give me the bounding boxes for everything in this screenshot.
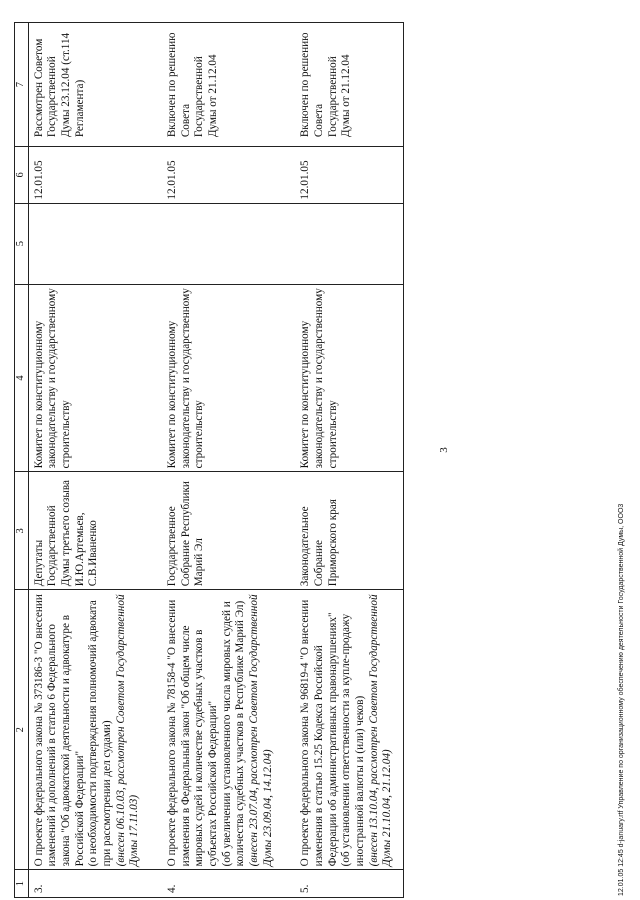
header-cell-2: 2 xyxy=(15,590,29,870)
bill-note: (внесен 13.10.04, рассмотрен Советом Государственной Думы 21.10.04, 21.12.04) xyxy=(367,594,394,867)
bill-author: Законодательное Собрание Приморского края xyxy=(297,472,397,590)
table-row xyxy=(28,23,144,898)
responsible-committee: Комитет по конституционному законодательству и государственному строительству xyxy=(164,284,277,472)
header-cell-1: 1 xyxy=(15,870,29,898)
bill-author: Депутаты Государственной Думы третьего созыва И.Ю.Артемьев, С.В.Иваненко xyxy=(28,472,144,590)
bill-note: (внесен 23.07.04, рассмотрен Советом Государственной Думы 23.09.04, 14.12.04) xyxy=(247,594,274,867)
bill-description: (об увеличении установленного числа мировых судей и количества судебных участков в Республике Марий Эл) xyxy=(220,600,247,867)
row-number: 5. xyxy=(299,884,312,893)
review-date: 12.01.05 xyxy=(28,147,144,203)
agenda-table xyxy=(14,22,404,898)
bill-description: (об установлении ответственности за купле-продажу иностранной валюты и (или) чеков) xyxy=(340,613,366,867)
header-cell-6: 6 xyxy=(15,147,29,203)
review-date: 12.01.05 xyxy=(164,147,277,203)
council-decision: Включен по решению Совета Государственной Думы от 21.12.04 xyxy=(299,32,353,138)
bill-title: О проекте федерального закона № 78158-4 "О внесении изменения в Федеральный закон "Об общем числе мировых судей и количестве судебных участков в субъектах Российской Федерации" xyxy=(166,599,220,867)
row-number: 4. xyxy=(166,884,179,893)
bill-description: (о необходимости подтверждения полномочий адвоката при рассмотрении дел судами) xyxy=(87,600,114,867)
header-cell-3: 3 xyxy=(15,472,29,590)
table-row xyxy=(164,23,277,898)
table-row xyxy=(297,23,397,898)
header-cell-7: 7 xyxy=(15,23,29,147)
bill-title: О проекте федерального закона № 96819-4 "О внесении изменения в статью 15.25 Кодекса Российской Федерации об административных правонарушениях" xyxy=(299,599,339,867)
review-date: 12.01.05 xyxy=(297,147,397,203)
council-decision: Включен по решению Совета Государственной Думы от 21.12.04 xyxy=(166,32,220,138)
table-header-row xyxy=(15,23,29,898)
column-5-cell xyxy=(164,203,277,284)
header-cell-4: 4 xyxy=(15,284,29,472)
document-footer: 12.01.05 12:45 d-january.rtf Управление по организационному обеспечению деятельности Государственной Думы, ООО3 xyxy=(618,503,625,896)
responsible-committee: Комитет по конституционному законодательству и государственному строительству xyxy=(28,284,144,472)
header-cell-5: 5 xyxy=(15,203,29,284)
column-5-cell xyxy=(28,203,144,284)
council-decision: Рассмотрен Советом Государственной Думы 23.12.04 (ст.114 Регламента) xyxy=(32,32,86,138)
row-number: 3. xyxy=(32,884,45,893)
bill-author: Государственное Собрание Республики Марий Эл xyxy=(164,472,277,590)
page-number: 3 xyxy=(438,447,450,453)
bill-note: (внесен 06.10.03, рассмотрен Советом Государственной Думы 17.11.03) xyxy=(114,594,141,867)
bill-title: О проекте федерального закона № 373186-3 "О внесении изменений и дополнений в статью 6 Федерального закона "Об адвокатской деятельности и адвокатуре в Российской Федерации" xyxy=(32,594,86,867)
responsible-committee: Комитет по конституционному законодательству и государственному строительству xyxy=(297,284,397,472)
column-5-cell xyxy=(297,203,397,284)
